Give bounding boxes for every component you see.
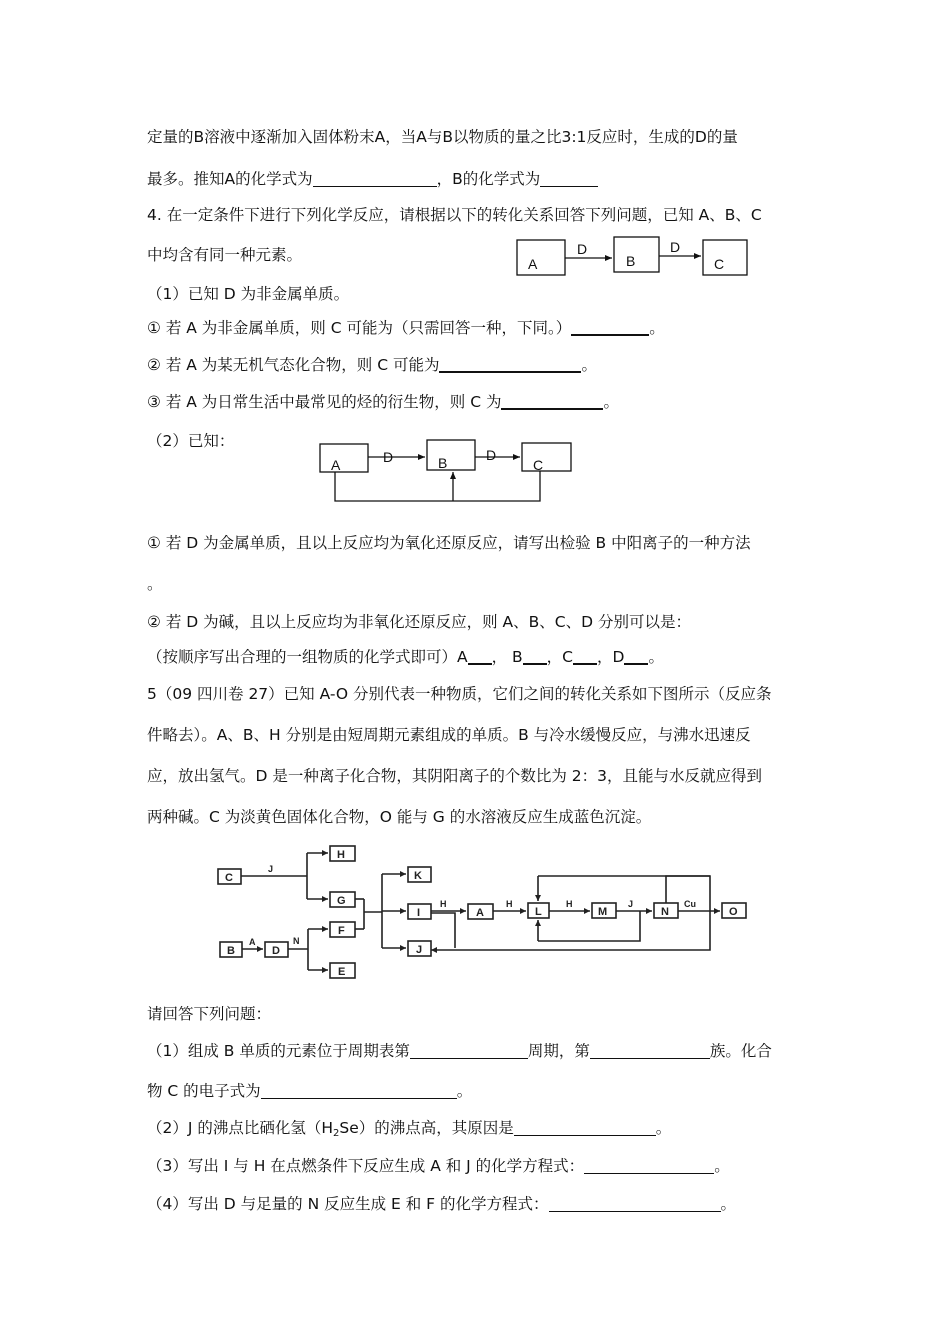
flow-label-d: D <box>272 945 280 957</box>
diagram1-box-b <box>614 237 659 272</box>
diagram1-arrow-label-1: D <box>577 241 588 257</box>
top-line-1: 定量的B溶液中逐渐加入固体粉末A，当A与B以物质的量之比3:1反应时，生成的D的量 <box>147 128 738 146</box>
diagram1-arrow-label-2: D <box>670 239 681 255</box>
flow-label-e: E <box>338 966 346 978</box>
diagram2-arrow-label-1: D <box>383 449 394 465</box>
q5-line-3: 应，放出氢气。D 是一种离子化合物，其阴阳离子的个数比为 2：3，且能与水反就应得到 <box>147 767 763 785</box>
q5-line-1: 5（09 四川卷 27）已知 A-O 分别代表一种物质，它们之间的转化关系如下图所示（反应条 <box>147 685 772 703</box>
flow-label-c: C <box>225 872 233 884</box>
flow-edge-label-n: N <box>293 936 300 946</box>
diagram2-feedback-line <box>335 471 540 501</box>
flow-label-f: F <box>338 925 345 937</box>
diagram1-label-c: C <box>714 256 725 272</box>
q4-p2-i: ① 若 D 为金属单质，且以上反应均为氧化还原反应，请写出检验 B 中阳离子的一种方法 <box>147 534 751 552</box>
q4-p2-ii-b: （按顺序写出合理的一组物质的化学式即可）A ， B ，C ，D 。 <box>147 648 664 666</box>
flow-edge-label-j1: J <box>268 864 274 874</box>
flow-label-m: M <box>598 906 608 918</box>
flow-label-a: A <box>476 907 484 919</box>
q4-p1-i: ① 若 A 为非金属单质，则 C 可能为（只需回答一种，下同。） 。 <box>147 319 665 337</box>
q4-p1-title: （1）已知 D 为非金属单质。 <box>147 285 350 303</box>
flow-edge-label-h2: H <box>506 899 513 909</box>
q5-s1-line-2: 物 C 的电子式为 。 <box>147 1082 473 1100</box>
diagram1-label-a: A <box>528 256 538 272</box>
flow-label-h: H <box>337 849 345 861</box>
q5-line-2: 件略去）。A、B、H 分别是由短周期元素组成的单质。B 与冷水缓慢反应，与沸水迅速反 <box>147 726 751 744</box>
flow-label-i: I <box>417 907 421 919</box>
diagram2-label-b: B <box>438 455 448 471</box>
q4-p1-ii: ② 若 A 为某无机气态化合物，则 C 可能为 。 <box>147 356 597 374</box>
flow-label-l: L <box>535 906 542 918</box>
flow-label-k: K <box>414 870 422 882</box>
diagram1-box-c <box>703 240 747 275</box>
q5-line-4: 两种碱。C 为淡黄色固体化合物，O 能与 G 的水溶液反应生成蓝色沉淀。 <box>147 808 652 826</box>
q5-s1-line-1: （1）组成 B 单质的元素位于周期表第 周期，第 族。化合 <box>147 1042 772 1060</box>
diagram2-label-a: A <box>331 457 341 473</box>
flow-edge-label-a: A <box>249 937 256 947</box>
diagram2-box-c <box>522 443 571 471</box>
flow-label-j: J <box>416 944 423 956</box>
flow-label-n: N <box>661 906 669 918</box>
q5-s2: （2）J 的沸点比硒化氢（H2Se）的沸点高，其原因是 。 <box>147 1119 672 1139</box>
q4-line-2: 中均含有同一种元素。 <box>147 246 303 264</box>
flow-label-g: G <box>337 895 346 907</box>
q4-p1-iii: ③ 若 A 为日常生活中最常见的烃的衍生物，则 C 为 。 <box>147 393 619 411</box>
flow-edge-label-cu: Cu <box>684 899 696 909</box>
diagram2-box-b <box>427 440 475 470</box>
q5-s3: （3）写出 I 与 H 在点燃条件下反应生成 A 和 J 的化学方程式： 。 <box>147 1157 730 1175</box>
q5-prompt: 请回答下列问题： <box>147 1005 272 1023</box>
q5-s4: （4）写出 D 与足量的 N 反应生成 E 和 F 的化学方程式： 。 <box>147 1195 737 1213</box>
q4-p2-title: （2）已知： <box>147 432 235 450</box>
top-line-2: 最多。推知A的化学式为 ，B的化学式为 <box>147 168 598 190</box>
diagram1-box-a <box>517 240 565 275</box>
flow-edge-label-h3: H <box>566 899 573 909</box>
flow-label-b: B <box>227 945 235 957</box>
q4-p2-i-end: 。 <box>147 575 163 593</box>
diagram2-box-a <box>320 444 368 472</box>
flow-label-o: O <box>729 906 738 918</box>
diagram1-label-b: B <box>626 253 636 269</box>
flow-edge-label-h1: H <box>440 899 447 909</box>
diagram2-label-c: C <box>533 457 544 473</box>
q4-p2-ii: ② 若 D 为碱，且以上反应均为非氧化还原反应，则 A、B、C、D 分别可以是： <box>147 613 691 631</box>
flow-edge-label-j2: J <box>628 899 634 909</box>
q4-line-1: 4. 在一定条件下进行下列化学反应，请根据以下的转化关系回答下列问题，已知 A、B、C <box>147 206 762 224</box>
diagram2-arrow-label-2: D <box>486 447 497 463</box>
